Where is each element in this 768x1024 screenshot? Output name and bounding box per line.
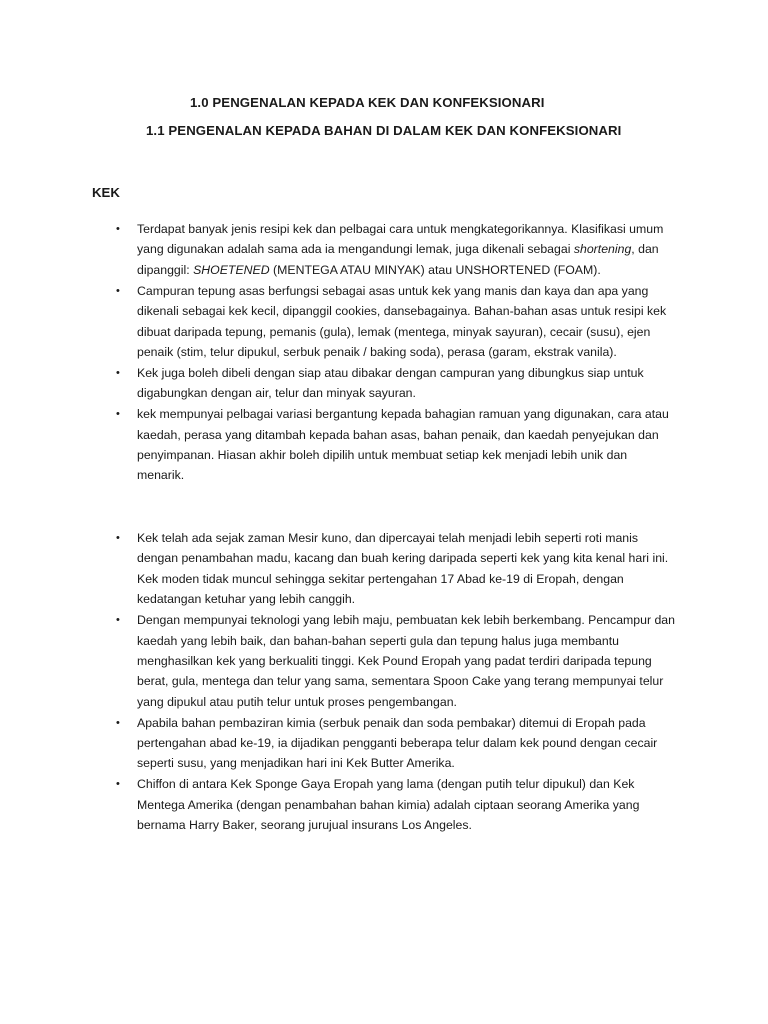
italic-term: SHOETENED (193, 262, 270, 277)
bullet-list-2 (0, 528, 768, 836)
paragraph-text: Apabila bahan pembaziran kimia (serbuk penaik dan soda pembakar) ditemui di Eropah pada pertengahan abad ke-19, ia dijadikan pengganti beberapa telur dalam kek pound dengan cecair seperti susu, yang menjadikan hari ini Kek Butter Amerika. (137, 715, 658, 771)
bullet-icon: • (116, 614, 120, 627)
list-item (0, 774, 768, 835)
list-item (0, 610, 768, 712)
paragraph-text: kek mempunyai pelbagai variasi bergantung kepada bahagian ramuan yang digunakan, cara atau kaedah, perasa yang ditambah kepada bahan asas, bahan penaik, dan kaedah penyejukan dan penyimpanan. Hiasan akhir boleh dipilih untuk membuat setiap kek menjadi lebih unik dan menarik. (137, 407, 669, 483)
bullet-icon: • (116, 284, 120, 297)
heading-1: 1.0 PENGENALAN KEPADA KEK DAN KONFEKSIONARI (190, 95, 545, 110)
heading-2: 1.1 PENGENALAN KEPADA BAHAN DI DALAM KEK DAN KONFEKSIONARI (146, 123, 622, 138)
paragraph-text: Terdapat banyak jenis resipi kek dan pelbagai cara untuk mengkategorikannya. Klasifikasi umum yang digunakan adalah sama ada ia mengandungi lemak, juga dikenali sebagai (137, 222, 664, 257)
italic-term: shortening (573, 242, 632, 257)
paragraph-text: (MENTEGA ATAU MINYAK) atau UNSHORTENED (FOAM). (269, 262, 601, 277)
list-item (0, 363, 768, 404)
bullet-icon: • (116, 532, 120, 544)
paragraph-text: , dan dipanggil: (137, 242, 659, 277)
paragraph-text: Dengan mempunyai teknologi yang lebih maju, pembuatan kek lebih berkembang. Pencampur dan kaedah yang lebih baik, dan bahan-bahan seperti gula dan tepung halus juga membantu menghasilkan kek yang berkualiti tinggi. Kek Pound Eropah yang padat terdiri daripada tepung berat, gula, mentega dan telur yang sama, sementara Spoon Cake yang terang mempunyai telur yang dipukul atau putih telur untuk proses pengembangan. (137, 613, 675, 709)
list-item (0, 528, 768, 610)
bullet-list-1 (0, 219, 768, 486)
list-item (0, 219, 768, 280)
list-item (0, 281, 768, 363)
bullet-icon: • (116, 223, 120, 235)
bullet-icon: • (116, 778, 120, 791)
list-item (0, 713, 768, 774)
paragraph-text: Chiffon di antara Kek Sponge Gaya Eropah yang lama (dengan putih telur dipukul) dan Kek Mentega Amerika (dengan penambahan bahan kimia) adalah ciptaan seorang Amerika yang bernama Harry Baker, seorang jurujual insurans Los Angeles. (137, 777, 640, 833)
paragraph-text: Campuran tepung asas berfungsi sebagai asas untuk kek yang manis dan kaya dan apa yang dikenali sebagai kek kecil, dipanggil cookies, dansebagainya. Bahan-bahan asas untuk resipi kek dibuat daripada tepung, pemanis (gula), lemak (mentega, minyak sayuran), cecair (susu), ejen penaik (stim, telur dipukul, serbuk penaik / baking soda), perasa (garam, ekstrak vanila). (137, 283, 667, 359)
list-item (0, 404, 768, 486)
bullet-icon: • (116, 408, 120, 421)
bullet-icon: • (116, 716, 120, 729)
paragraph-text: Kek telah ada sejak zaman Mesir kuno, dan dipercayai telah menjadi lebih seperti roti manis dengan penambahan madu, kacang dan buah kering daripada seperti kek yang kita kenal hari ini. Kek moden tidak muncul sehingga sekitar pertengahan 17 Abad ke-19 di Eropah, dengan kedatangan ketuhar yang lebih canggih. (137, 531, 669, 607)
bullet-icon: • (116, 366, 120, 379)
section-title: KEK (92, 185, 120, 200)
paragraph-text: Kek juga boleh dibeli dengan siap atau dibakar dengan campuran yang dibungkus siap untuk digabungkan dengan air, telur dan minyak sayuran. (137, 365, 644, 401)
